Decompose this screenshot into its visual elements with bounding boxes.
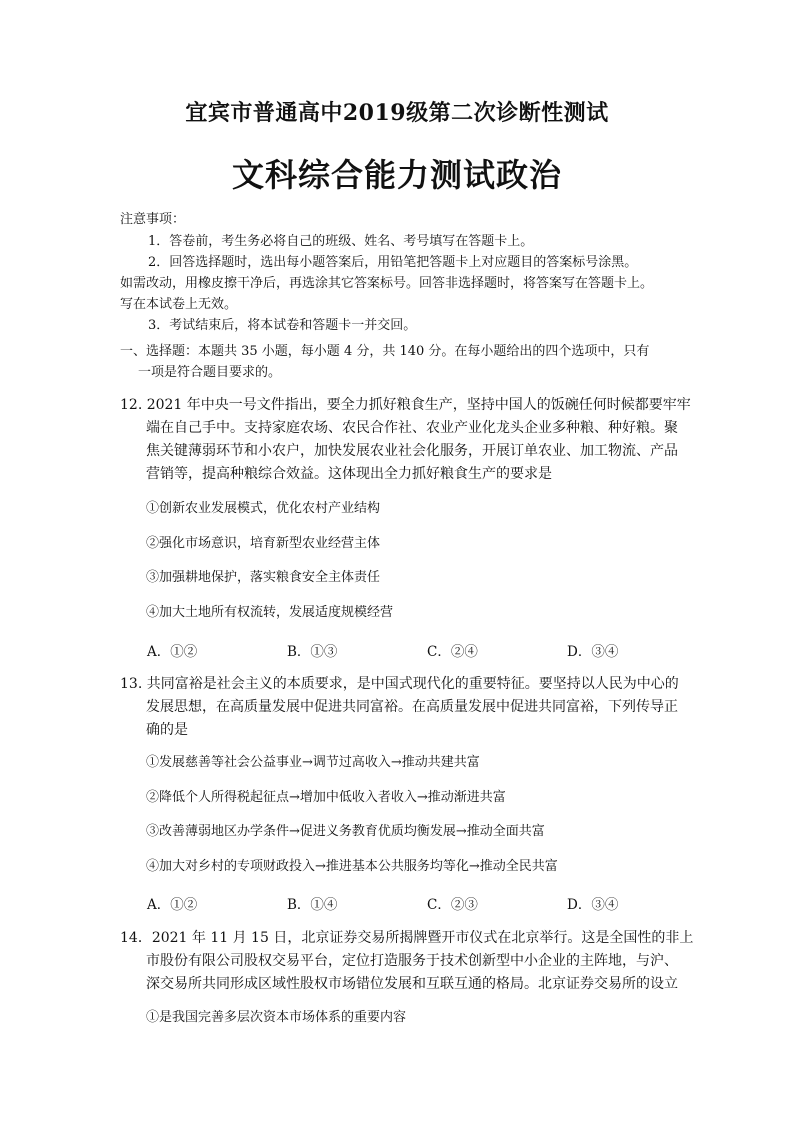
question-12-choice-b[interactable]: B．①③ [287, 644, 338, 660]
question-12-item: ④加大土地所有权流转，发展适度规模经营 [146, 605, 394, 620]
question-13-item: ④加大对乡村的专项财政投入→推进基本公共服务均等化→推动全民共富 [146, 859, 558, 874]
notice-line: 如需改动，用橡皮擦干净后，再选涂其它答案标号。回答非选择题时，将答案写在答题卡上。 [120, 276, 654, 291]
notice-line: 3．考试结束后，将本试卷和答题卡一并交回。 [148, 318, 417, 333]
notice-line: 2．回答选择题时，选出每小题答案后，用铅笔把答题卡上对应题目的答案标号涂黑。 [148, 255, 638, 270]
question-14-stem: 深交易所共同形成区域性股权市场错位发展和互联互通的格局。北京证券交易所的设立 [146, 976, 678, 992]
question-12-stem: 端在自己手中。支持家庭农场、农民合作社、农业产业化龙头企业多种粮、种好粮。聚 [146, 420, 678, 436]
question-12-choice-d[interactable]: D．③④ [567, 644, 619, 660]
question-13-item: ②降低个人所得税起征点→增加中低收入者收入→推动渐进共富 [146, 790, 506, 805]
question-12-choice-c[interactable]: C．②④ [427, 644, 478, 660]
question-12-item: ③加强耕地保护，落实粮食安全主体责任 [146, 570, 381, 585]
question-13-choice-d[interactable]: D．③④ [567, 897, 619, 913]
question-12-item: ②强化市场意识，培育新型农业经营主体 [146, 536, 381, 551]
question-12-item: ①创新农业发展模式，优化农村产业结构 [146, 501, 381, 516]
question-12-stem: 营销等，提高种粮综合效益。这体现出全力抓好粮食生产的要求是 [146, 466, 552, 482]
question-13-stem: 13. 共同富裕是社会主义的本质要求，是中国式现代化的重要特征。要坚持以人民为中心的 [120, 676, 679, 692]
question-14-stem: 市股份有限公司股权交易平台，定位打造服务于技术创新型中小企业的主阵地，与沪、 [146, 953, 678, 969]
question-12-stem: 12. 2021 年中央一号文件指出，要全力抓好粮食生产，坚持中国人的饭碗任何时候都要牢牢 [120, 397, 691, 413]
question-13-item: ①发展慈善等社会公益事业→调节过高收入→推动共建共富 [146, 755, 480, 770]
question-12-choice-a[interactable]: A．①② [147, 644, 198, 660]
notice-heading: 注意事项： [120, 212, 186, 227]
question-13-choice-c[interactable]: C．②③ [427, 897, 478, 913]
notice-line: 1．答卷前，考生务必将自己的班级、姓名、考号填写在答题卡上。 [148, 234, 534, 249]
notice-line: 写在本试卷上无效。 [120, 297, 238, 312]
question-12-stem: 焦关键薄弱环节和小农户，加快发展农业社会化服务，开展订单农业、加工物流、产品 [146, 443, 678, 459]
question-13-item: ③改善薄弱地区办学条件→促进义务教育优质均衡发展→推动全面共富 [146, 824, 545, 839]
exam-subtitle: 文科综合能力测试政治 [231, 156, 562, 194]
question-14-stem: 14．2021 年 11 月 15 日，北京证券交易所揭牌暨开市仪式在北京举行。这是全国性的非上 [120, 930, 694, 946]
section-instruction: 一、选择题：本题共 35 小题，每小题 4 分，共 140 分。在每小题给出的四个选项中，只有 [120, 344, 650, 359]
exam-title: 宜宾市普通高中2019级第二次诊断性测试 [185, 100, 609, 126]
question-14-item: ①是我国完善多层次资本市场体系的重要内容 [146, 1010, 407, 1025]
section-instruction-cont: 一项是符合题目要求的。 [138, 365, 282, 380]
question-13-choice-a[interactable]: A．①② [147, 897, 198, 913]
question-13-choice-b[interactable]: B．①④ [287, 897, 338, 913]
question-13-stem: 确的是 [146, 722, 188, 738]
question-13-stem: 发展思想，在高质量发展中促进共同富裕。在高质量发展中促进共同富裕，下列传导正 [146, 699, 678, 715]
